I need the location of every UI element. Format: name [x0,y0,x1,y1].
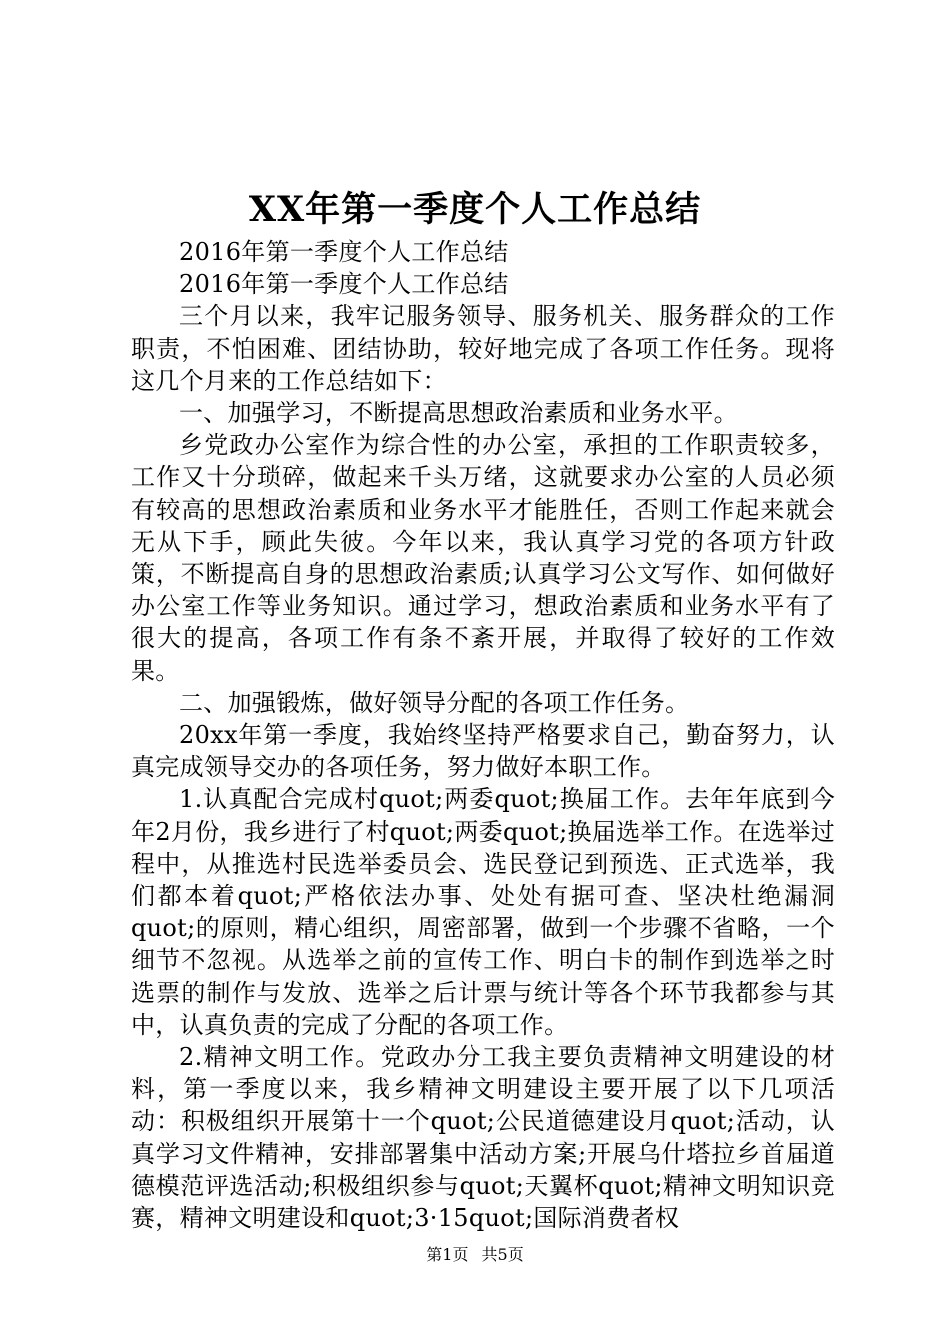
page-footer [0,1244,950,1266]
paragraph-intro: 三个月以来，我牢记服务领导、服务机关、服务群众的工作职责，不怕困难、团结协助，较好地完成了各项工作任务。现将这几个月来的工作总结如下： [131,302,835,395]
paragraph-first-quarter: 20xx年第一季度，我始终坚持严格要求自己，勤奋努力，认真完成领导交办的各项任务，努力做好本职工作。 [131,721,835,782]
page-number-total: 共5页 [481,1245,524,1264]
paragraph-study: 乡党政办公室作为综合性的办公室，承担的工作职责较多，工作又十分琐碎，做起来千头万绪，这就要求办公室的人员必须有较高的思想政治素质和业务水平才能胜任，否则工作起来就会无从下手，顾此失彼。今年以来，我认真学习党的各项方针政策，不断提高自身的思想政治素质;认真学习公文写作、如何做好办公室工作等业务知识。通过学习，想政治素质和业务水平有了很大的提高，各项工作有条不紊开展，并取得了较好的工作效果。 [131,431,835,685]
paragraph-subtitle-1: 2016年第一季度个人工作总结 [179,238,509,266]
document-title: XX年第一季度个人工作总结 [248,189,702,230]
paragraph-election-work: 1.认真配合完成村quot;两委quot;换届工作。去年年底到今年2月份，我乡进行了村quot;两委quot;换届选举工作。在选举过程中，从推选村民选举委员会、选民登记到预选、正式选举，我们都本着quot;严格依法办事、处处有据可查、坚决杜绝漏洞quot;的原则，精心组织，周密部署，做到一个步骤不省略，一个细节不忽视。从选举之前的宣传工作、明白卡的制作到选举之时选票的制作与发放、选举之后计票与统计等各个环节我都参与其中，认真负责的完成了分配的各项工作。 [131,785,835,1039]
paragraph-civilization-work: 2.精神文明工作。党政办分工我主要负责精神文明建设的材料，第一季度以来，我乡精神文明建设主要开展了以下几项活动：积极组织开展第十一个quot;公民道德建设月quot;活动，认真学习文件精神，安排部署集中活动方案;开展乌什塔拉乡首届道德模范评选活动;积极组织参与quot;天翼杯quot;精神文明知识竞赛，精神文明建设和quot;3·15quot;国际消费者权 [131,1043,835,1233]
section-heading-2: 二、加强锻炼，做好领导分配的各项工作任务。 [179,688,690,717]
page-number-current: 第1页 [426,1245,469,1264]
section-heading-1: 一、加强学习，不断提高思想政治素质和业务水平。 [179,399,738,428]
document-body [131,236,835,1234]
paragraph-subtitle-2: 2016年第一季度个人工作总结 [179,270,509,299]
